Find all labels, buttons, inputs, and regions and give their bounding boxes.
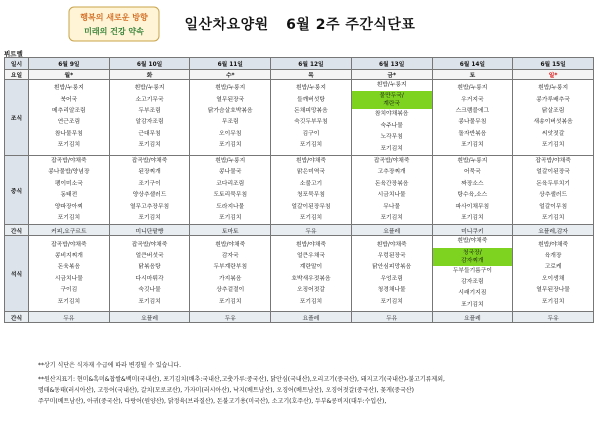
dish-item: 무나물 — [383, 203, 401, 210]
dish-item: 청국장/ 감자찌개 — [433, 248, 513, 266]
dish-item: 포기김치 — [461, 301, 484, 308]
weekday-cell: 토 — [432, 70, 513, 80]
dish-item: 소불고기 — [299, 180, 323, 187]
dish-item: 포기김치 — [461, 142, 484, 149]
dish-item: 잡곡밥/야채죽 — [535, 157, 571, 164]
dish-item: 두부들기름구이 — [452, 267, 492, 274]
footnote-origin-3: 주꾸미(베트남산), 아귀(중국산), 다랑어(원양산), 닭정육(브라질산), 돈불고기용(미국산), 소고기(호주산), 두부&콩비지(대두:수입산), — [38, 398, 387, 405]
snack-cell: 요플레 — [432, 312, 513, 323]
menu-cell — [109, 236, 190, 312]
dish-item: 흰밥/누룽지 — [53, 85, 84, 92]
dish-item: 청포묵무침 — [296, 192, 325, 199]
snack-cell: 두유 — [513, 312, 594, 323]
dish-item: 물만두국/ 계란국 — [352, 91, 432, 109]
dish-item: 포기김치 — [541, 298, 565, 305]
footnote-origin-2: 명태&동태(러시아산), 고등어(국내산), 갈치(모로코산), 가자미(러시아산), 낙지(베트남산), 오징어(베트남산), 오징어젓갈(중국산), 꽃게(중국산) — [38, 387, 415, 394]
dish-item: 상추샐러드 — [539, 192, 568, 199]
dish-item: 시금치나물 — [377, 192, 406, 199]
dish-item: 감자국 — [221, 252, 239, 259]
dish-item: 닭안심피망볶음 — [372, 264, 412, 271]
dish-item: 오징어젓갈 — [296, 287, 325, 294]
dish-item: 돌자반볶음 — [458, 130, 487, 137]
dish-item: 흰밥/야채죽 — [538, 241, 569, 248]
dish-item: 잡곡밥/야채죽 — [131, 241, 168, 248]
menu-cell — [513, 80, 594, 156]
dish-item: 계란말이 — [299, 264, 323, 271]
dish-item: 조기구이 — [138, 180, 161, 187]
dish-item: 고추장찌개 — [377, 169, 406, 176]
snack-cell: 요플레 — [271, 312, 352, 323]
dish-item: 포기김치 — [461, 214, 484, 221]
dish-item: 포기김치 — [138, 214, 161, 221]
dish-item: 포기김치 — [299, 214, 323, 221]
menu-cell — [432, 80, 513, 156]
date-header: 6월 15일 — [513, 58, 594, 70]
snack-cell: 미니쿠키 — [432, 225, 513, 236]
dish-item: 우렁된장국 — [377, 252, 406, 259]
dish-item: 흰밥/야채죽 — [215, 241, 246, 248]
meal-label: 중식 — [5, 155, 29, 224]
dish-item: 열무고추장무침 — [129, 203, 170, 210]
weekday-row — [5, 70, 594, 80]
dish-item: 가지볶음 — [219, 275, 242, 282]
menu-cell — [109, 155, 190, 224]
dish-item: 포기김치 — [57, 214, 81, 221]
menu-cell — [190, 80, 271, 156]
dish-item: 참치야채볶음 — [374, 111, 409, 118]
dish-item: 흰밥/야채죽 — [295, 157, 326, 164]
dish-item: 얼큰우채국 — [296, 252, 325, 259]
dish-item: 된장찌개 — [138, 169, 161, 176]
menu-table — [4, 57, 594, 323]
dish-item: 구이김 — [60, 287, 78, 294]
dish-item: 포기김치 — [57, 142, 81, 149]
menu-cell — [190, 155, 271, 224]
menu-cell — [513, 155, 594, 224]
snack-cell: 미니단팥빵 — [109, 225, 190, 236]
dish-item: 파사이채무침 — [455, 203, 490, 210]
menu-cell — [351, 155, 432, 224]
dish-item: 호박새우젓볶음 — [291, 275, 331, 282]
dish-item: 돈육간장볶음 — [374, 180, 409, 187]
snack-cell: 커피,요구르트 — [29, 225, 110, 236]
dish-item: 시금치나물 — [54, 275, 83, 282]
menu-cell — [271, 236, 352, 312]
menu-cell — [29, 80, 110, 156]
dish-item: 오이무침 — [219, 130, 242, 137]
dish-item: 참나물무침 — [54, 130, 83, 137]
dish-item: 들깨버섯탕 — [296, 96, 325, 103]
dish-item: 근대무침 — [138, 130, 161, 137]
snack-cell: 요플레,감자 — [513, 225, 594, 236]
date-header: 6월 10일 — [109, 58, 190, 70]
menu-cell — [351, 236, 432, 312]
dish-item: 콩가루배추국 — [536, 96, 570, 103]
snack-row — [5, 312, 594, 323]
meal-label: 조식 — [5, 80, 29, 156]
dish-item: 포기김치 — [219, 298, 242, 305]
dish-item: 알감자조림 — [135, 119, 164, 126]
meal-row — [5, 80, 594, 156]
snack-cell: 두유 — [271, 225, 352, 236]
dish-item: 흰밥/누룽지 — [376, 82, 407, 88]
dish-item: 콩나물국 — [219, 169, 242, 176]
snack-cell: 두유 — [29, 312, 110, 323]
col-label: 일시 — [5, 58, 29, 70]
meal-row — [5, 155, 594, 224]
dish-item: 포기김치 — [380, 145, 403, 152]
dish-item: 숙깃나물 — [138, 287, 161, 294]
dish-item: 콩나물밥/양념장 — [48, 169, 90, 176]
dish-item: 열무된장나물 — [536, 287, 570, 294]
dish-item: 포기김치 — [299, 298, 323, 305]
logo-line1: 행복의 새로운 방향 — [80, 13, 148, 22]
dish-item: 노각무침 — [380, 134, 403, 141]
dish-item: 씨앗젓갈 — [541, 130, 565, 137]
dish-item: 포기김치 — [541, 214, 565, 221]
snack-label: 간식 — [5, 312, 29, 323]
footnote-origin-1: **원산지표기: 현미&흑미&찹쌀&백미(국내산), 포기김치(배추:국내산,고춧가루:중국산), 닭안심(국내산),오리고기(중국산), 돼지고기(국내산)-불고기류제외, — [38, 376, 445, 383]
snack-cell: 요플레 — [109, 312, 190, 323]
dish-item: 두부조림 — [138, 108, 161, 115]
dish-item: 스크램블에그 — [455, 108, 490, 115]
dish-item: 숙깃두부무침 — [294, 119, 328, 126]
dish-item: 흰밥/야채죽 — [295, 241, 326, 248]
dish-item: 포기김치 — [138, 298, 161, 305]
dish-item: 오이생채 — [541, 275, 565, 282]
date-header: 6월 14일 — [432, 58, 513, 70]
dish-item: 어묵국 — [463, 169, 481, 176]
dish-item: 메추리알조림 — [52, 108, 86, 115]
menu-cell — [351, 80, 432, 156]
menu-cell — [29, 236, 110, 312]
dish-item: 동태전 — [60, 192, 78, 199]
menu-cell — [190, 236, 271, 312]
dish-item: 흰밥/누룽지 — [134, 85, 165, 92]
weekday-cell: 월* — [29, 70, 110, 80]
dish-item: 얼갈이된장국 — [536, 169, 570, 176]
dish-item: 얼큰버섯국 — [135, 252, 164, 259]
logo-line2: 미래의 건강 약속 — [84, 27, 144, 36]
dish-item: 흰밥/야채죽 — [376, 241, 407, 248]
weekday-cell: 금* — [351, 70, 432, 80]
dish-item: 짜장소스 — [461, 180, 484, 187]
date-header: 6월 13일 — [351, 58, 432, 70]
dish-item: 포기김치 — [380, 298, 403, 305]
dish-item: 소고기무국 — [135, 96, 164, 103]
snack-cell: 두유 — [351, 312, 432, 323]
dish-item: 얼갈이된장무침 — [291, 203, 331, 210]
meal-label: 석식 — [5, 236, 29, 312]
dish-item: 닭볶음탕 — [138, 264, 161, 271]
menu-body — [5, 80, 594, 323]
dish-item: 우엉조림 — [380, 275, 403, 282]
dish-item: 잡곡밥/야채죽 — [51, 157, 87, 164]
dish-item: 잡곡밥/야채죽 — [131, 157, 168, 164]
dish-item: 포기김치 — [299, 142, 323, 149]
footnote-notice: **상기 식단은 식자재 수급에 따라 변경될 수 있습니다. — [38, 362, 181, 369]
dish-item: 우거지국 — [461, 96, 484, 103]
dish-item: 포기김치 — [57, 298, 81, 305]
weekday-cell: 목 — [271, 70, 352, 80]
dish-item: 다시마튀각 — [135, 275, 164, 282]
dish-item: 무조림 — [221, 119, 239, 126]
menu-cell — [271, 80, 352, 156]
dish-item: 잡곡밥/야채죽 — [51, 241, 87, 248]
sheet-label: 뷔트렐 — [4, 50, 23, 58]
weekday-cell: 화 — [109, 70, 190, 80]
dish-item: 연근조림 — [57, 119, 81, 126]
dish-item: 숙주나물 — [380, 122, 403, 129]
meal-row — [5, 236, 594, 312]
dish-item: 열무된장국 — [216, 96, 245, 103]
week-label: 6월 2주 주간식단표 — [286, 17, 416, 33]
dish-item: 도토리묵무침 — [213, 192, 248, 199]
dish-item: 도라지나물 — [216, 203, 245, 210]
dish-item: 잡곡밥/야채죽 — [373, 157, 410, 164]
dish-item: 청경채나물 — [377, 287, 406, 294]
dish-item: 포기김치 — [219, 142, 242, 149]
menu-cell — [271, 155, 352, 224]
dish-item: 얼갈이무침 — [539, 203, 568, 210]
menu-cell — [513, 236, 594, 312]
dish-item: 흰밥/누룽지 — [538, 85, 569, 92]
dish-item: 육개장 — [544, 252, 562, 259]
dish-item: 콩비지찌개 — [54, 252, 83, 259]
date-row — [5, 58, 594, 70]
page-title — [0, 14, 600, 34]
dish-item: 돈채피망볶음 — [294, 108, 328, 115]
dish-item: 탕수육,소스 — [457, 192, 488, 199]
menu-cell — [29, 155, 110, 224]
weekday-label: 요일 — [5, 70, 29, 80]
date-header: 6월 12일 — [271, 58, 352, 70]
dish-item: 흰밥/누룽지 — [457, 157, 488, 164]
snack-cell: 두유 — [190, 312, 271, 323]
dish-item: 새송이버섯볶음 — [533, 119, 573, 126]
dish-item: 두부계란부침 — [213, 264, 248, 271]
dish-item: 팽이미소국 — [54, 180, 83, 187]
facility-name: 일산차요양원 — [184, 17, 269, 33]
dish-item: 흰밥/야채죽 — [457, 238, 488, 245]
dish-item: 흰밥/누룽지 — [215, 157, 246, 164]
menu-cell — [432, 236, 513, 312]
dish-item: 흰밥/누룽지 — [215, 85, 246, 92]
menu-cell — [432, 155, 513, 224]
dish-item: 흰밥/누룽지 — [457, 85, 488, 92]
dish-item: 닭가슴살호박볶음 — [207, 108, 253, 115]
dish-item: 포기김치 — [380, 214, 403, 221]
dish-item: 돈육볶음 — [57, 264, 81, 271]
dish-item: 김구이 — [302, 130, 320, 137]
snack-label: 간식 — [5, 225, 29, 236]
dish-item: 맑은미역국 — [296, 169, 325, 176]
snack-cell: 요플레 — [351, 225, 432, 236]
dish-item: 닭살조림 — [541, 108, 565, 115]
date-header: 6월 11일 — [190, 58, 271, 70]
date-header: 6월 9일 — [29, 58, 110, 70]
snack-row — [5, 225, 594, 236]
dish-item: 콩나물무침 — [458, 119, 487, 126]
dish-item: 포기김치 — [541, 142, 565, 149]
dish-item: 포기김치 — [138, 142, 161, 149]
weekday-cell-sunday: 일* — [513, 70, 594, 80]
dish-item: 돈육두루치기 — [536, 180, 570, 187]
dish-item: 고로케 — [544, 264, 562, 271]
dish-item: 포기김치 — [219, 214, 242, 221]
weekday-cell: 수* — [190, 70, 271, 80]
dish-item: 양상추샐러드 — [132, 192, 167, 199]
dish-item: 북어국 — [60, 96, 78, 103]
dish-item: 흰밥/누룽지 — [295, 85, 326, 92]
menu-cell — [109, 80, 190, 156]
dish-item: 감자조림 — [461, 279, 484, 286]
dish-item: 상추겉절이 — [216, 287, 245, 294]
dish-item: 양파장아찌 — [54, 203, 83, 210]
dish-item: 시래기지짐 — [458, 290, 487, 297]
snack-cell: 토마토 — [190, 225, 271, 236]
dish-item: 코다리조림 — [216, 180, 245, 187]
